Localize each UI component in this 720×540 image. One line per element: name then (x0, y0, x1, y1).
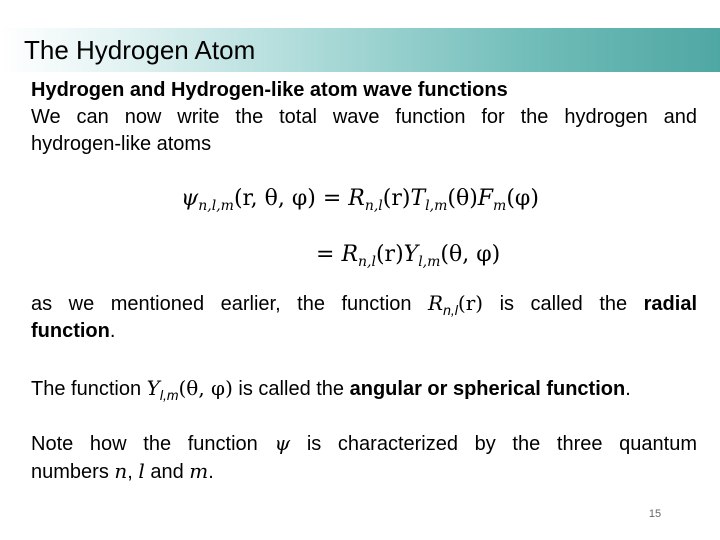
intro-paragraph (31, 104, 697, 158)
radial-line-2: function. (31, 320, 116, 342)
radial-symbol: R (348, 186, 365, 211)
psi-inline-symbol: ψ (274, 431, 291, 455)
phi-function-args: (φ) (506, 186, 539, 211)
equals-sign: = (316, 242, 342, 267)
spherical-harmonic-args: (θ, φ) (440, 242, 501, 267)
phi-function-symbol: F (477, 186, 494, 211)
theta-function-symbol: T (410, 186, 426, 211)
angular-paragraph: The function $Y_{l,m}(\theta$, φ) is called the angular or spherical function. (31, 376, 631, 403)
wave-function-equation-2 (316, 242, 501, 270)
radial-symbol-2: R (341, 242, 359, 267)
quantum-line-2: numbers n, l and m. (31, 459, 214, 483)
radial-inline-symbol: R (428, 291, 444, 315)
angular-inline-args: (θ, φ) (178, 376, 233, 400)
m-symbol: m (189, 459, 209, 483)
radial-inline-subscript: n,l (443, 302, 458, 318)
theta-function-subscript: l,m (425, 198, 448, 214)
page-number: 15 (648, 508, 662, 520)
quantum-numbers-paragraph (31, 430, 697, 486)
radial-subscript: n,l (364, 198, 383, 214)
intro-line-1: We can now write the total wave function for the hydrogen and (31, 106, 697, 128)
angular-bold: angular or spherical function (349, 378, 626, 400)
radial-args: (r) (382, 186, 411, 211)
angular-inline-subscript: l,m (159, 387, 179, 403)
radial-args-2: (r) (375, 242, 404, 267)
spherical-harmonic-subscript: l,m (418, 254, 441, 270)
psi-symbol: ψ (181, 186, 199, 211)
n-symbol: n (114, 459, 128, 483)
radial-subscript-2: n,l (358, 254, 376, 270)
radial-bold: radial (643, 293, 697, 315)
title-bar (0, 28, 720, 72)
slide-title: The Hydrogen Atom (24, 35, 256, 65)
radial-inline-args: (r) (457, 291, 484, 315)
quantum-line-1: Note how the function ψ is characterized by the three quantum (31, 431, 697, 455)
l-symbol: l (138, 459, 145, 483)
psi-subscript: n,l,m (198, 198, 234, 214)
radial-paragraph (31, 290, 697, 345)
theta-function-args: (θ) (447, 186, 478, 211)
psi-args: (r, θ, φ) = (233, 186, 349, 211)
spherical-harmonic-symbol: Y (403, 242, 419, 267)
phi-function-subscript: m (493, 198, 507, 214)
subheading: Hydrogen and Hydrogen-like atom wave functions (31, 79, 508, 101)
radial-line-1: as we mentioned earlier, the function $R_{n,l}(r)$ is called the radial (31, 291, 697, 318)
intro-line-2: hydrogen-like atoms (31, 133, 212, 155)
angular-inline-symbol: Y (146, 376, 160, 400)
wave-function-equation (181, 186, 539, 214)
